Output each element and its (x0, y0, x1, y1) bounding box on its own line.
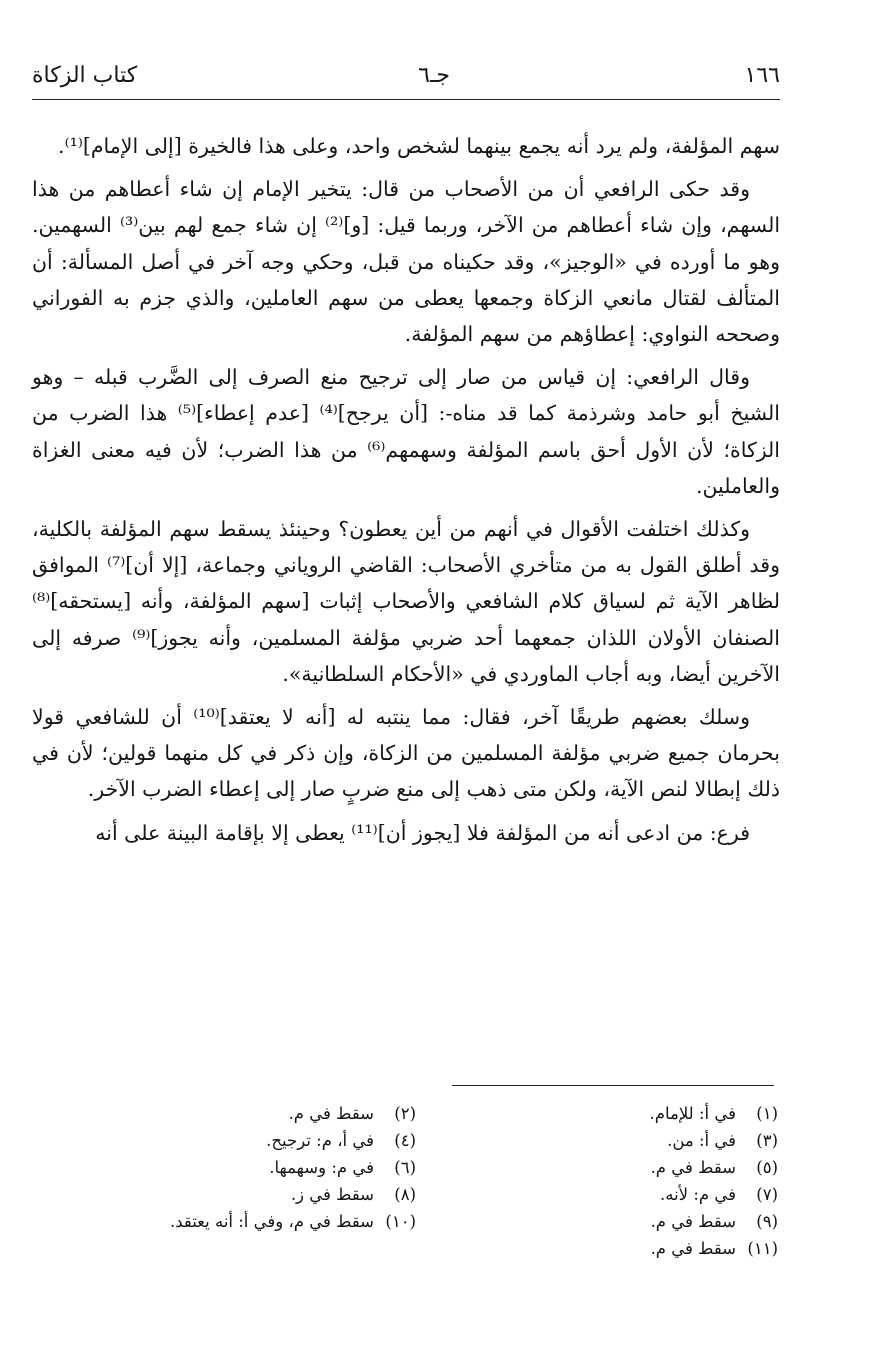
footnote-text: سقط في م، وفي أ: أنه يعتقد. (169, 1212, 374, 1231)
running-header (32, 60, 780, 100)
footnote (448, 1181, 778, 1208)
paragraph: سهم المؤلفة، ولم يرد أنه يجمع بينهما لشخص واحد، وعلى هذا فالخيرة [إلى الإمام]⁽¹⁾. (58, 134, 780, 158)
footnote-number: (١) (756, 1104, 778, 1123)
paragraph: وقد حكى الرافعي أن من الأصحاب من قال: يتخير الإمام إن شاء أعطاهم من هذا السهم، وإن شاء أعطاهم من الآخر، وربما قيل: [و]⁽²⁾ إن شاء جمع لهم بين⁽³⁾ السهمين. وهو ما أورده في «الوجيز»، وقد حكيناه من قبل، وحكي وجه آخر في أصل المسألة: أن المتألف لقتال مانعي الزكاة وجمعها يعطى من سهم العاملين، والذي جزم به الفوراني وصححه النواوي: إعطاؤهم من سهم المؤلفة. (32, 177, 781, 347)
book-title: كتاب الزكاة (32, 63, 138, 88)
footnote-text: في م: وسهمها. (269, 1158, 374, 1177)
footnote-number: (٣) (756, 1131, 778, 1150)
footnote-text: سقط في م. (650, 1158, 736, 1177)
paragraph: وسلك بعضهم طريقًا آخر، فقال: مما ينتبه له [أنه لا يعتقد]⁽¹⁰⁾ أن للشافعي قولا بحرمان جميع ضربي مؤلفة المسلمين من الزكاة، وإن ذكر في كل منهما قولين؛ لأن في ذلك إبطالا لنص الآية، ولكن متى ذهب إلى منع ضربٍ صار إلى إعطاء الضرب الآخر. (32, 705, 780, 802)
footnote (448, 1154, 778, 1181)
footnote (56, 1154, 416, 1181)
footnotes (32, 1100, 778, 1290)
footnote-separator (452, 1085, 774, 1086)
footnote (56, 1100, 416, 1127)
footnote-number: (٥) (756, 1158, 778, 1177)
footnote-text: سقط في م. (650, 1212, 736, 1231)
footnote-number: (٤) (394, 1131, 416, 1150)
footnote-number: (٢) (394, 1104, 416, 1123)
footnote-number: (٩) (756, 1212, 778, 1231)
footnote (448, 1235, 778, 1262)
paragraph: وكذلك اختلفت الأقوال في أنهم من أين يعطون؟ وحينئذ يسقط سهم المؤلفة بالكلية، وقد أطلق القول به من متأخري الأصحاب: القاضي الروياني وجماعة، [إلا أن]⁽⁷⁾ الموافق لظاهر الآية ثم لسياق كلام الشافعي والأصحاب إثبات [سهم المؤلفة، وأنه [يستحقه]⁽⁸⁾ الصنفان الأولان اللذان جمعهما أحد ضربي مؤلفة المسلمين، وأنه يجوز]⁽⁹⁾ صرفه إلى الآخرين أيضا، وبه أجاب الماوردي في «الأحكام السلطانية». (32, 517, 780, 686)
footnote-number: (٧) (756, 1185, 778, 1204)
footnote-number: (١١) (747, 1239, 778, 1258)
footnote (448, 1208, 778, 1235)
footnote-text: سقط في ز. (290, 1185, 374, 1204)
footnote (56, 1181, 416, 1208)
footnote (448, 1100, 778, 1127)
footnote-number: (٦) (394, 1158, 416, 1177)
footnote (56, 1208, 416, 1235)
footnote (56, 1127, 416, 1154)
footnote-text: سقط في م. (288, 1104, 374, 1123)
footnote-text: في أ: من. (667, 1131, 736, 1150)
footnote-text: في أ: للإمام. (649, 1104, 736, 1123)
main-text (32, 128, 780, 851)
footnote-text: سقط في م. (650, 1239, 736, 1258)
paragraph: وقال الرافعي: إن قياس من صار إلى ترجيح منع الصرف إلى الضَّرب قبله – وهو الشيخ أبو حامد وشرذمة كما قد مناه-: [أن يرجح]⁽⁴⁾ [عدم إعطاء]⁽⁵⁾ هذا الضرب من الزكاة؛ لأن الأول أحق باسم المؤلفة وسهمهم⁽⁶⁾ من هذا الضرب؛ لأن فيه معنى الغزاة والعاملين. (32, 365, 781, 498)
page-number: ١٦٦ (744, 63, 780, 88)
footnotes-column-right (448, 1100, 778, 1262)
header-rule (32, 99, 780, 100)
volume-label: جـ٦ (418, 63, 450, 88)
footnote-text: في م: لأنه. (660, 1185, 736, 1204)
footnote-number: (١٠) (385, 1212, 416, 1231)
footnotes-column-left (56, 1100, 416, 1235)
footnote (448, 1127, 778, 1154)
footnote-text: في أ، م: ترجيح. (266, 1131, 374, 1150)
paragraph: فرع: من ادعى أنه من المؤلفة فلا [يجوز أن]⁽¹¹⁾ يعطى إلا بإقامة البينة على أنه (95, 820, 750, 845)
footnote-number: (٨) (394, 1185, 416, 1204)
